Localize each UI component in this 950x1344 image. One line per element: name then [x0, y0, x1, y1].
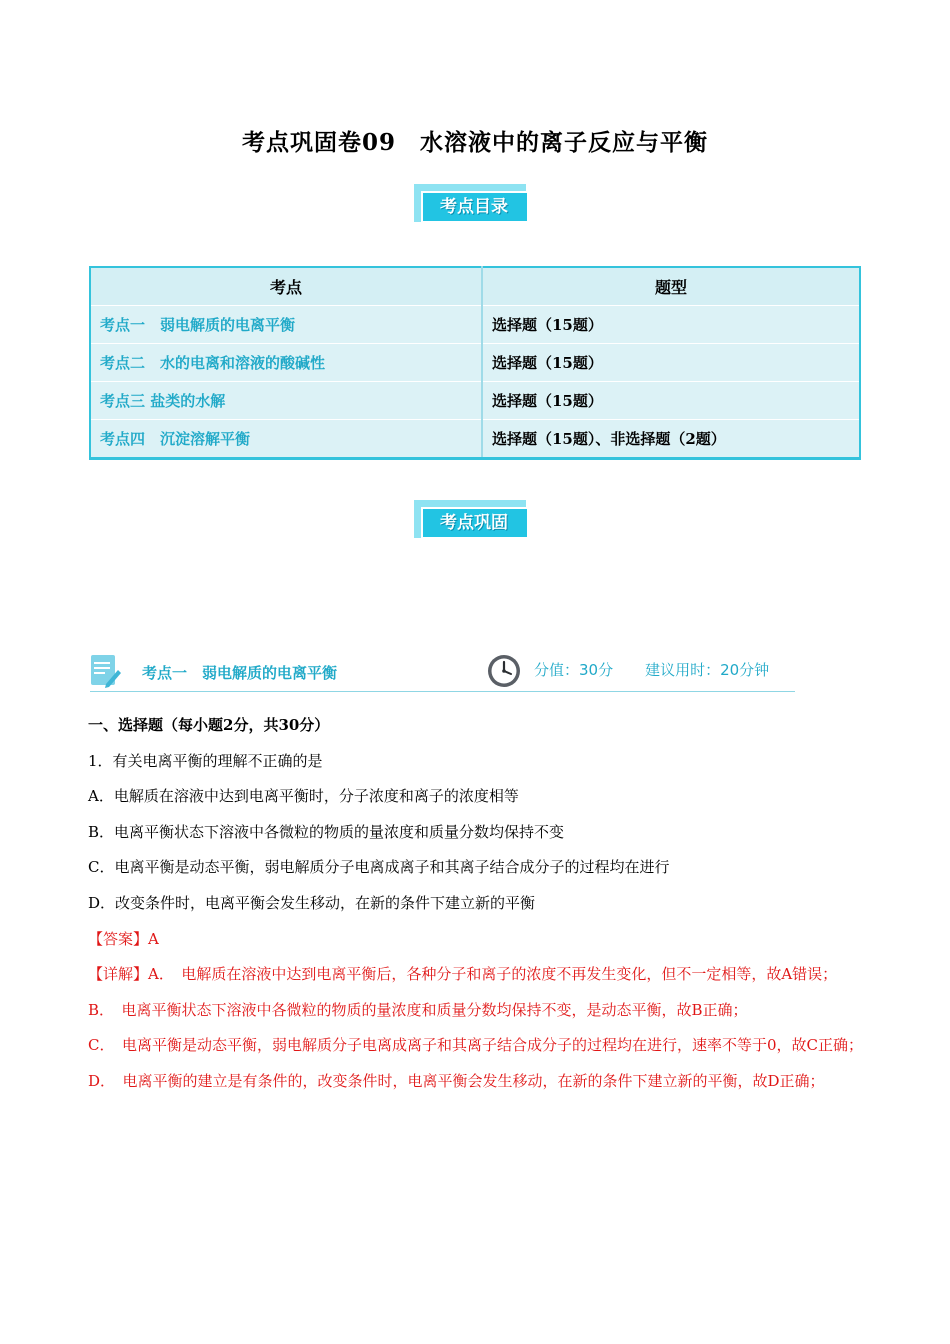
option-b: B．电离平衡状态下溶液中各微粒的物质的量浓度和质量分数均保持不变: [88, 822, 565, 841]
option-d: D．改变条件时，电离平衡会发生移动，在新的条件下建立新的平衡: [88, 893, 536, 912]
question-type: 选择题（15题）: [482, 344, 860, 382]
explanation-b: B． 电离平衡状态下溶液中各微粒的物质的量浓度和质量分数均保持不变，是动态平衡，故B正确；: [88, 1000, 748, 1019]
question-body: [88, 708, 863, 1100]
table-row: [90, 306, 860, 344]
table-row: [90, 420, 860, 459]
practice-badge: [414, 500, 534, 546]
option-c: C．电离平衡是动态平衡，弱电解质分子电离成离子和其离子结合成分子的过程均在进行: [88, 858, 670, 877]
explanation-d: D． 电离平衡的建立是有条件的，改变条件时，电离平衡会发生移动，在新的条件下建立新的平衡，故D正确；: [88, 1071, 825, 1090]
question-stem: 1．有关电离平衡的理解不正确的是: [88, 751, 323, 770]
section-meta: [534, 659, 769, 680]
question-type: 选择题（15题）: [482, 306, 860, 344]
topic-link-3[interactable]: 考点三 盐类的水解: [90, 382, 482, 420]
toc-badge-label: 考点目录: [440, 197, 508, 217]
time-label: 建议用时：20分钟: [645, 661, 770, 679]
score-label: 分值：30分: [534, 661, 614, 679]
topic-link-4[interactable]: 考点四 沉淀溶解平衡: [90, 420, 482, 459]
part-heading: 一、选择题（每小题2分，共30分）: [88, 716, 330, 734]
answer: 【答案】A: [88, 929, 159, 948]
question-type: 选择题（15题）、非选择题（2题）: [482, 420, 860, 459]
option-a: A．电解质在溶液中达到电离平衡时，分子浓度和离子的浓度相等: [88, 787, 519, 806]
topic-link-2[interactable]: 考点二 水的电离和溶液的酸碱性: [90, 344, 482, 382]
header-type: 题型: [482, 267, 860, 306]
explanation-a: 【详解】A． 电解质在溶液中达到电离平衡后，各种分子和离子的浓度不再发生变化，但不一定相等，故A错误；: [88, 965, 838, 984]
table-row: [90, 382, 860, 420]
topic-link-1[interactable]: 考点一 弱电解质的电离平衡: [90, 306, 482, 344]
table-row: [90, 344, 860, 382]
section-header: [90, 650, 795, 694]
document-title: 考点巩固卷09 水溶液中的离子反应与平衡: [241, 129, 708, 156]
header-topic: 考点: [90, 267, 482, 306]
toc-badge: [414, 184, 534, 230]
question-type: 选择题（15题）: [482, 382, 860, 420]
table-header-row: [90, 267, 860, 306]
section-title: 考点一 弱电解质的电离平衡: [142, 664, 338, 682]
section-divider: [90, 691, 795, 692]
explanation-c: C． 电离平衡是动态平衡，弱电解质分子电离成离子和其离子结合成分子的过程均在进行，速率不等于0，故C正确；: [88, 1036, 864, 1055]
clock-icon: [486, 653, 522, 693]
notebook-pencil-icon: [90, 654, 122, 692]
practice-badge-label: 考点巩固: [440, 513, 508, 533]
topic-table: [89, 266, 861, 460]
